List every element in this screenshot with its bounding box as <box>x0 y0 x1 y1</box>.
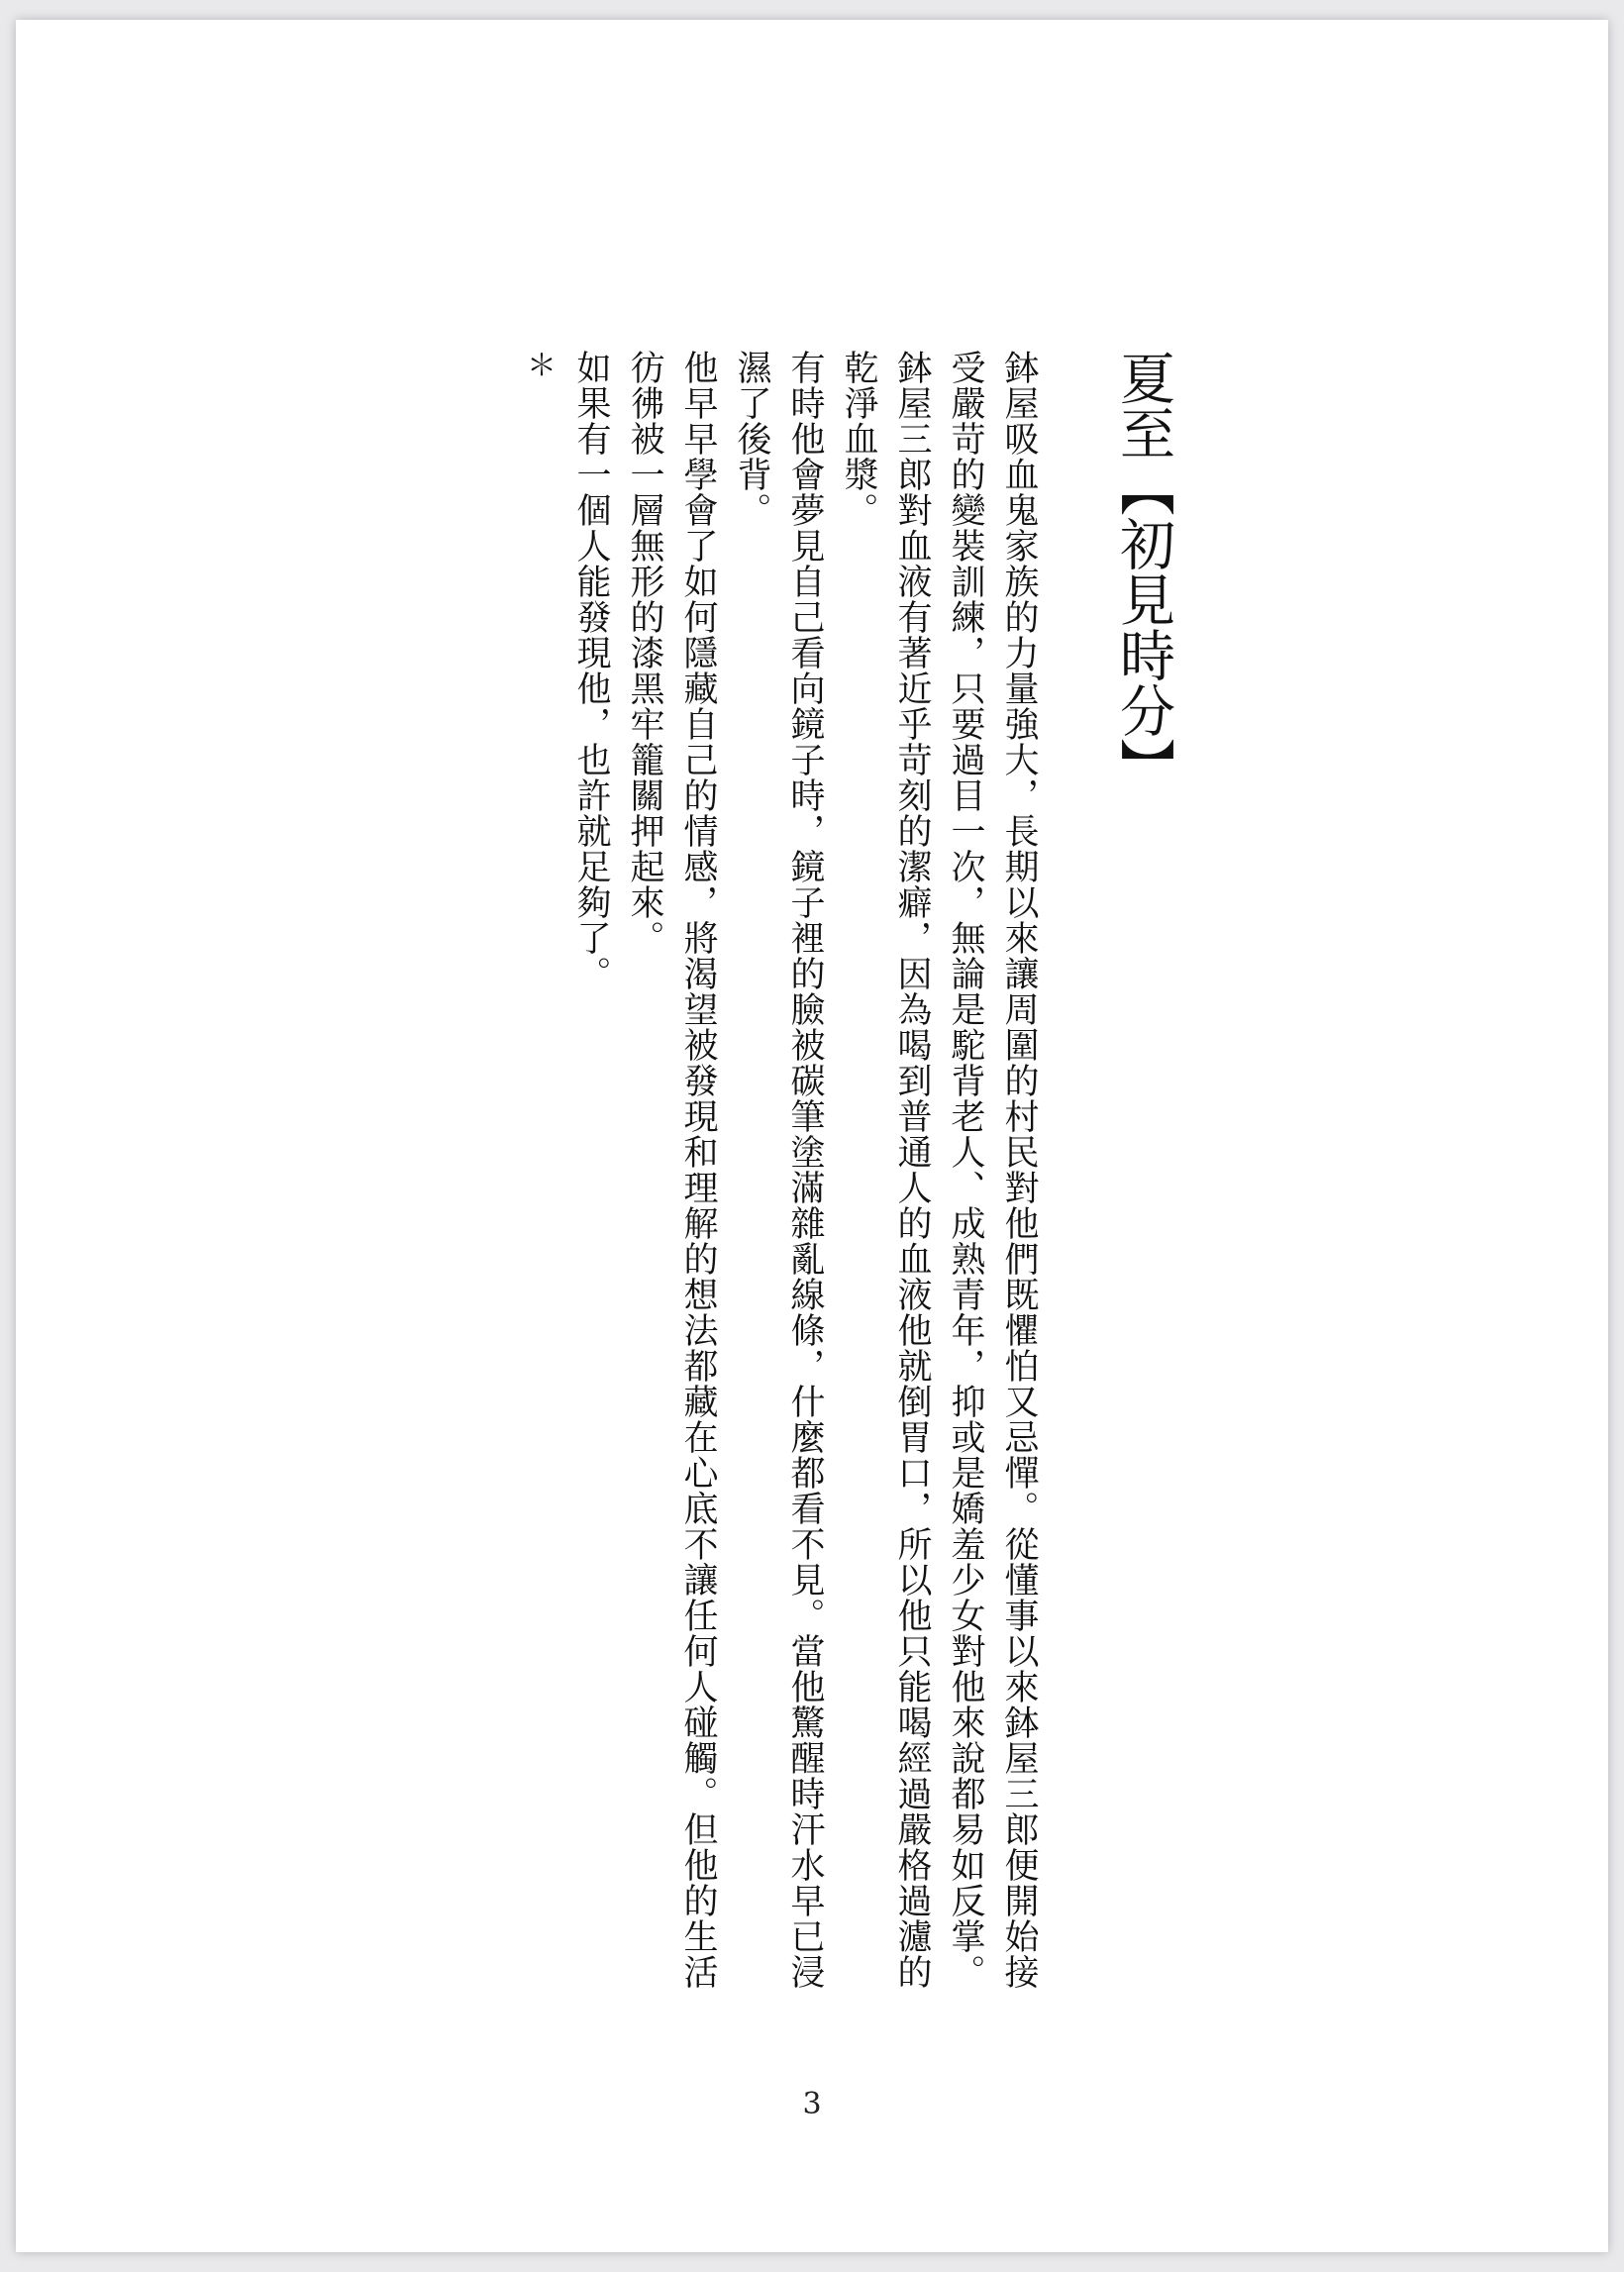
chapter-title: 夏至【初見時分】 <box>1111 350 1175 793</box>
vertical-text-block <box>511 350 1175 2073</box>
section-break: ＊ <box>521 350 556 380</box>
paragraph-4: 他早早學會了如何隱藏自己的情感，將渴望被發現和理解的想法都藏在心底不讓任何人碰觸。但他的生活彷彿被一層無形的漆黑牢籠關押起來。 <box>625 350 718 1990</box>
page-number: 3 <box>802 2087 822 2121</box>
paragraph-3: 有時他會夢見自己看向鏡子時，鏡子裡的臉被碳筆塗滿雜亂線條，什麼都看不見。當他驚醒時汗水早已浸濕了後背。 <box>732 350 825 1990</box>
document-page <box>16 20 1608 2252</box>
paragraph-2: 鉢屋三郎對血液有著近乎苛刻的潔癖，因為喝到普通人的血液他就倒胃口，所以他只能喝經過嚴格過濾的乾淨血漿。 <box>839 350 932 1990</box>
paragraph-1: 鉢屋吸血鬼家族的力量強大，長期以來讓周圍的村民對他們既懼怕又忌憚。從懂事以來鉢屋三郎便開始接受嚴苛的變裝訓練，只要過目一次，無論是駝背老人、成熟青年，抑或是嬌羞少女對他來說都易如反掌。 <box>946 350 1039 1990</box>
paragraph-5: 如果有一個人能發現他，也許就足夠了。 <box>571 350 611 991</box>
